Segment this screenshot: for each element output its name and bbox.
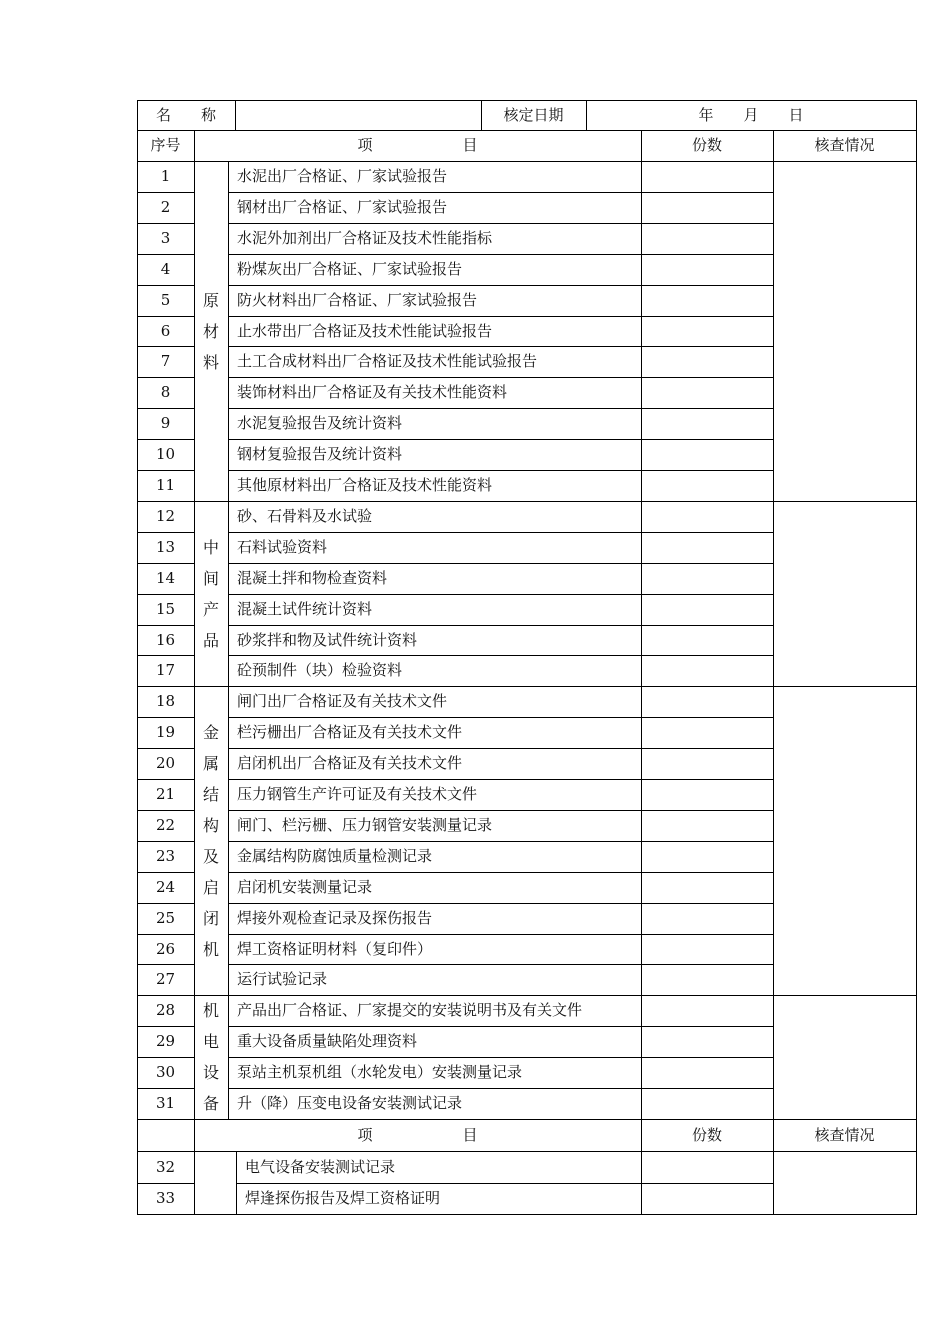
grid-line bbox=[137, 995, 917, 996]
row-copies-cell[interactable] bbox=[641, 686, 773, 717]
grid-line bbox=[137, 872, 195, 873]
row-copies-cell[interactable] bbox=[641, 254, 773, 285]
grid-line bbox=[228, 254, 774, 255]
row-number: 3 bbox=[160, 229, 171, 247]
date-label: 核定日期 bbox=[503, 105, 564, 124]
grid-line bbox=[773, 161, 774, 1120]
grid-line bbox=[137, 594, 195, 595]
row-number: 7 bbox=[160, 352, 171, 370]
row-number: 25 bbox=[155, 909, 176, 927]
row-number: 9 bbox=[160, 414, 171, 432]
grid-line bbox=[137, 501, 917, 502]
column-header-copies: 份数 bbox=[691, 136, 722, 154]
row-number: 28 bbox=[155, 1001, 176, 1019]
row-number: 17 bbox=[155, 661, 176, 679]
category-char: 原 bbox=[202, 290, 219, 310]
grid-line bbox=[194, 161, 195, 1120]
row-item-name: 砂、石骨料及水试验 bbox=[237, 507, 373, 525]
category-char: 属 bbox=[202, 753, 219, 773]
row-item-name: 焊接外观检查记录及探伤报告 bbox=[237, 909, 433, 927]
row-copies-cell[interactable] bbox=[641, 161, 773, 192]
row-item-name: 土工合成材料出厂合格证及技术性能试验报告 bbox=[237, 352, 538, 370]
row-item-name: 混凝土试件统计资料 bbox=[237, 600, 373, 618]
grid-line bbox=[228, 655, 774, 656]
category-char: 金 bbox=[202, 722, 219, 742]
category-char: 备 bbox=[202, 1094, 219, 1113]
row-item-name: 砼预制件（块）检验资料 bbox=[237, 661, 403, 679]
grid-line bbox=[137, 686, 917, 687]
grid-line bbox=[228, 439, 774, 440]
row-copies-cell[interactable] bbox=[641, 439, 773, 470]
row-number: 21 bbox=[155, 785, 176, 803]
row-item-name: 钢材出厂合格证、厂家试验报告 bbox=[237, 198, 448, 216]
grid-line bbox=[137, 655, 195, 656]
row-item-name: 其他原材料出厂合格证及技术性能资料 bbox=[237, 476, 493, 494]
grid-line bbox=[137, 625, 195, 626]
row-copies-cell[interactable] bbox=[641, 655, 773, 686]
row-number: 10 bbox=[155, 445, 176, 463]
table-border bbox=[916, 100, 917, 1215]
row-copies-cell[interactable] bbox=[641, 594, 773, 625]
category-char: 闭 bbox=[202, 908, 219, 928]
grid-line bbox=[194, 1119, 195, 1152]
grid-line bbox=[228, 346, 774, 347]
section2-header-check: 核查情况 bbox=[814, 1125, 875, 1144]
grid-line bbox=[228, 625, 774, 626]
grid-line bbox=[641, 1119, 642, 1152]
row-copies-cell[interactable] bbox=[641, 810, 773, 841]
grid-line bbox=[228, 934, 774, 935]
grid-line bbox=[137, 563, 195, 564]
category-label bbox=[194, 161, 228, 501]
row-number: 29 bbox=[155, 1032, 176, 1050]
row-copies-cell[interactable] bbox=[641, 1057, 773, 1088]
section2-header-seq bbox=[137, 1119, 194, 1151]
table-border bbox=[137, 100, 917, 101]
row-copies-cell[interactable] bbox=[641, 625, 773, 655]
grid-line bbox=[228, 717, 774, 718]
grid-line bbox=[228, 1026, 774, 1027]
category-char: 启 bbox=[202, 877, 219, 897]
category-char: 产 bbox=[202, 599, 219, 619]
grid-line bbox=[228, 594, 774, 595]
row-number: 15 bbox=[155, 600, 176, 618]
grid-line bbox=[137, 439, 195, 440]
name-label: 名 称 bbox=[155, 105, 216, 124]
row-item-name: 重大设备质量缺陷处理资料 bbox=[237, 1032, 418, 1050]
grid-line bbox=[228, 285, 774, 286]
category-char: 构 bbox=[202, 815, 219, 835]
table-border bbox=[137, 100, 138, 1215]
row-number: 33 bbox=[155, 1189, 176, 1207]
grid-line bbox=[137, 377, 195, 378]
section2-header-item: 项 目 bbox=[357, 1125, 478, 1144]
row-number: 32 bbox=[155, 1157, 176, 1176]
row-number: 4 bbox=[160, 260, 171, 278]
row-item-name: 泵站主机泵机组（水轮发电）安装测量记录 bbox=[237, 1063, 523, 1081]
row-number: 23 bbox=[155, 847, 176, 865]
row-item-name: 装饰材料出厂合格证及有关技术性能资料 bbox=[237, 383, 508, 401]
grid-line bbox=[137, 1057, 195, 1058]
row-number: 26 bbox=[155, 939, 176, 958]
grid-line bbox=[228, 872, 774, 873]
check-status-cell[interactable] bbox=[773, 995, 916, 1119]
category-char: 间 bbox=[202, 568, 219, 588]
grid-line bbox=[228, 223, 774, 224]
row-copies-cell[interactable] bbox=[641, 192, 773, 223]
row-copies-cell[interactable] bbox=[641, 532, 773, 563]
row-number: 27 bbox=[155, 970, 176, 988]
grid-line bbox=[137, 161, 917, 162]
row-number: 2 bbox=[160, 198, 171, 216]
grid-line bbox=[228, 964, 774, 965]
row-copies-cell[interactable] bbox=[641, 346, 773, 377]
grid-line bbox=[137, 470, 195, 471]
row-item-name: 水泥复验报告及统计资料 bbox=[237, 414, 403, 432]
grid-line bbox=[137, 810, 195, 811]
row-item-name: 闸门、栏污栅、压力钢管安装测量记录 bbox=[237, 816, 493, 834]
check-status-cell[interactable] bbox=[773, 686, 916, 995]
grid-line bbox=[228, 377, 774, 378]
row-item-name: 运行试验记录 bbox=[237, 970, 328, 988]
row-item-name: 电气设备安装测试记录 bbox=[245, 1157, 396, 1176]
grid-line bbox=[228, 470, 774, 471]
grid-line bbox=[137, 717, 195, 718]
grid-line bbox=[228, 1088, 774, 1089]
grid-line bbox=[228, 748, 774, 749]
grid-line bbox=[137, 130, 917, 131]
row-copies-cell[interactable] bbox=[641, 223, 773, 254]
row-copies-cell[interactable] bbox=[641, 1088, 773, 1119]
row-item-name: 焊逢探伤报告及焊工资格证明 bbox=[245, 1189, 441, 1207]
row-item-name: 启闭机出厂合格证及有关技术文件 bbox=[237, 754, 463, 772]
category-char: 中 bbox=[202, 537, 219, 557]
row-number: 22 bbox=[155, 816, 176, 834]
grid-line bbox=[137, 1026, 195, 1027]
grid-line bbox=[235, 100, 236, 131]
row-number: 18 bbox=[155, 692, 176, 710]
column-header-item: 项 目 bbox=[357, 136, 478, 154]
category-char: 设 bbox=[202, 1063, 219, 1082]
grid-line bbox=[773, 130, 774, 162]
category-char: 品 bbox=[202, 630, 219, 650]
row-copies-cell[interactable] bbox=[641, 964, 773, 995]
row-copies-cell[interactable] bbox=[641, 779, 773, 810]
row-number: 5 bbox=[160, 291, 171, 309]
row-copies-cell[interactable] bbox=[641, 995, 773, 1026]
row-item-name: 压力钢管生产许可证及有关技术文件 bbox=[237, 785, 478, 803]
grid-line bbox=[137, 903, 195, 904]
row-number: 6 bbox=[160, 321, 171, 340]
category-label bbox=[194, 686, 228, 995]
grid-line bbox=[137, 316, 195, 317]
grid-line bbox=[137, 1119, 917, 1120]
row-copies-cell[interactable] bbox=[641, 717, 773, 748]
row-item-name: 升（降）压变电设备安装测试记录 bbox=[237, 1094, 463, 1112]
table-border bbox=[137, 1214, 917, 1215]
row-copies-cell[interactable] bbox=[641, 408, 773, 439]
grid-line bbox=[137, 192, 195, 193]
row-number: 13 bbox=[155, 538, 176, 556]
grid-line bbox=[137, 346, 195, 347]
grid-line bbox=[228, 408, 774, 409]
grid-line bbox=[137, 934, 195, 935]
grid-line bbox=[641, 130, 642, 162]
grid-line bbox=[228, 841, 774, 842]
row-copies-cell[interactable] bbox=[641, 501, 773, 532]
row-copies-cell[interactable] bbox=[641, 285, 773, 316]
row-item-name: 混凝土拌和物检查资料 bbox=[237, 569, 388, 587]
row-item-name: 启闭机安装测量记录 bbox=[237, 878, 373, 896]
grid-line bbox=[137, 532, 195, 533]
row-copies-cell[interactable] bbox=[641, 563, 773, 594]
grid-line bbox=[137, 748, 195, 749]
grid-line bbox=[641, 161, 642, 1120]
section2-header-copies: 份数 bbox=[691, 1125, 722, 1144]
row-copies-cell[interactable] bbox=[641, 1183, 773, 1214]
row-item-name: 金属结构防腐蚀质量检测记录 bbox=[237, 847, 433, 865]
grid-line bbox=[773, 1119, 774, 1152]
grid-line bbox=[228, 192, 774, 193]
category-char: 机 bbox=[202, 939, 219, 959]
category-char: 及 bbox=[202, 846, 219, 866]
column-header-seq: 序号 bbox=[150, 136, 181, 154]
row-number: 11 bbox=[155, 476, 176, 494]
grid-line bbox=[137, 1088, 195, 1089]
check-status-cell[interactable] bbox=[773, 501, 916, 686]
grid-line bbox=[137, 1183, 195, 1184]
grid-line bbox=[137, 841, 195, 842]
row-copies-cell[interactable] bbox=[641, 1151, 773, 1183]
row-item-name: 粉煤灰出厂合格证、厂家试验报告 bbox=[237, 260, 463, 278]
row-copies-cell[interactable] bbox=[641, 934, 773, 964]
row-number: 19 bbox=[155, 723, 176, 741]
row-item-name: 闸门出厂合格证及有关技术文件 bbox=[237, 692, 448, 710]
grid-line bbox=[228, 161, 229, 1120]
row-item-name: 焊工资格证明材料（复印件） bbox=[237, 939, 433, 958]
row-number: 20 bbox=[155, 754, 176, 772]
name-value[interactable] bbox=[235, 100, 481, 130]
grid-line bbox=[228, 532, 774, 533]
grid-line bbox=[228, 810, 774, 811]
grid-line bbox=[137, 964, 195, 965]
row-number: 16 bbox=[155, 630, 176, 649]
row-number: 31 bbox=[155, 1094, 176, 1112]
grid-line bbox=[586, 100, 587, 131]
row-item-name: 钢材复验报告及统计资料 bbox=[237, 445, 403, 463]
category-label bbox=[194, 501, 228, 686]
grid-line bbox=[137, 1151, 917, 1152]
category-char: 机 bbox=[202, 1001, 219, 1020]
row-item-name: 防火材料出厂合格证、厂家试验报告 bbox=[237, 291, 478, 309]
grid-line bbox=[236, 1183, 774, 1184]
row-number: 24 bbox=[155, 878, 176, 896]
category-label bbox=[194, 995, 228, 1119]
row-copies-cell[interactable] bbox=[641, 377, 773, 408]
row-copies-cell[interactable] bbox=[641, 841, 773, 872]
column-header-check: 核查情况 bbox=[814, 136, 875, 154]
row-copies-cell[interactable] bbox=[641, 316, 773, 346]
row-copies-cell[interactable] bbox=[641, 470, 773, 501]
check-status-cell[interactable] bbox=[773, 1151, 916, 1214]
row-item-name: 砂浆拌和物及试件统计资料 bbox=[237, 630, 418, 649]
row-item-name: 产品出厂合格证、厂家提交的安装说明书及有关文件 bbox=[237, 1001, 583, 1019]
row-copies-cell[interactable] bbox=[641, 903, 773, 934]
row-item-name: 栏污栅出厂合格证及有关技术文件 bbox=[237, 723, 463, 741]
row-copies-cell[interactable] bbox=[641, 748, 773, 779]
row-number: 30 bbox=[155, 1063, 176, 1081]
grid-line bbox=[194, 130, 195, 162]
category-char: 电 bbox=[202, 1032, 219, 1051]
grid-line bbox=[228, 779, 774, 780]
grid-line bbox=[228, 903, 774, 904]
row-copies-cell[interactable] bbox=[641, 1026, 773, 1057]
row-item-name: 止水带出厂合格证及技术性能试验报告 bbox=[237, 321, 493, 340]
date-value[interactable]: 年 月 日 bbox=[698, 105, 804, 124]
row-number: 12 bbox=[155, 507, 176, 525]
grid-line bbox=[228, 1057, 774, 1058]
category-char: 材 bbox=[202, 321, 219, 341]
row-item-name: 水泥外加剂出厂合格证及技术性能指标 bbox=[237, 229, 493, 247]
row-item-name: 石料试验资料 bbox=[237, 538, 328, 556]
grid-line bbox=[481, 100, 482, 131]
row-number: 14 bbox=[155, 569, 176, 587]
row-number: 1 bbox=[160, 167, 171, 185]
grid-line bbox=[137, 285, 195, 286]
grid-line bbox=[137, 223, 195, 224]
grid-line bbox=[137, 254, 195, 255]
grid-line bbox=[228, 563, 774, 564]
row-number: 8 bbox=[160, 383, 171, 401]
row-copies-cell[interactable] bbox=[641, 872, 773, 903]
check-status-cell[interactable] bbox=[773, 161, 916, 501]
row-item-name: 水泥出厂合格证、厂家试验报告 bbox=[237, 167, 448, 185]
grid-line bbox=[137, 779, 195, 780]
grid-line bbox=[228, 316, 774, 317]
category-char: 料 bbox=[202, 352, 219, 372]
grid-line bbox=[137, 408, 195, 409]
category-char: 结 bbox=[202, 784, 219, 804]
